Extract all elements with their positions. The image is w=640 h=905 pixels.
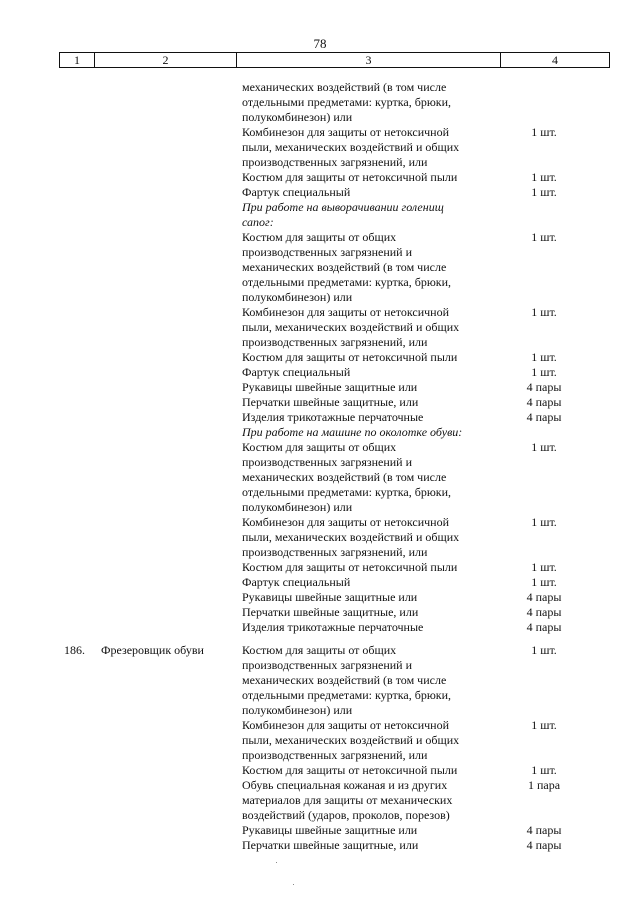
section-heading <box>242 425 504 440</box>
item-line: воздействий (ударов, проколов, порезов) <box>242 808 450 822</box>
column-header-4: 4 <box>501 53 610 68</box>
item-description <box>242 718 504 763</box>
scan-specks <box>0 860 640 900</box>
item-line: Комбинезон для защиты от нетоксичной <box>242 125 450 139</box>
item-quantity: 1 шт. <box>531 763 557 777</box>
item-description <box>242 185 504 200</box>
item-quantity: 4 пары <box>526 838 562 852</box>
item-line: Перчатки швейные защитные, или <box>242 395 419 409</box>
item-line: отдельными предметами: куртка, брюки, <box>242 275 452 289</box>
item-quantity: 1 шт. <box>531 643 557 657</box>
item-quantity: 4 пары <box>526 823 562 837</box>
item-quantity: 1 шт. <box>531 125 557 139</box>
item-line: производственных загрязнений и <box>242 245 413 259</box>
item-line: Комбинезон для защиты от нетоксичной <box>242 515 450 529</box>
item-description <box>242 80 504 125</box>
item-description <box>242 620 504 635</box>
item-quantity: 1 шт. <box>531 440 557 454</box>
item-line: Обувь специальная кожаная и из других <box>242 778 448 792</box>
item-description <box>242 823 504 838</box>
item-description <box>242 643 504 718</box>
item-quantity: 4 пары <box>526 620 562 634</box>
item-description <box>242 838 504 853</box>
item-line: механических воздействий (в том числе <box>242 470 447 484</box>
item-line: пыли, механических воздействий и общих <box>242 530 460 544</box>
item-quantity: 1 шт. <box>531 230 557 244</box>
item-description <box>242 410 504 425</box>
item-line: производственных загрязнений и <box>242 455 413 469</box>
speck <box>276 862 277 863</box>
item-quantity: 4 пары <box>526 590 562 604</box>
item-line: Фартук специальный <box>242 185 351 199</box>
item-description <box>242 778 504 823</box>
item-description <box>242 763 504 778</box>
item-line: механических воздействий (в том числе <box>242 260 447 274</box>
item-line: полукомбинезон) или <box>242 703 353 717</box>
item-quantity: 1 шт. <box>531 170 557 184</box>
item-quantity: 1 шт. <box>531 365 557 379</box>
item-quantity: 1 шт. <box>531 718 557 732</box>
item-quantity: 4 пары <box>526 380 562 394</box>
item-description <box>242 170 504 185</box>
item-line: сапог: <box>242 215 274 229</box>
item-line: Перчатки швейные защитные, или <box>242 838 419 852</box>
item-line: производственных загрязнений, или <box>242 335 428 349</box>
item-line: Костюм для защиты от нетоксичной пыли <box>242 170 458 184</box>
item-quantity: 4 пары <box>526 395 562 409</box>
item-line: Костюм для защиты от нетоксичной пыли <box>242 350 458 364</box>
item-line: При работе на выворачивании голенищ <box>242 200 444 214</box>
item-line: пыли, механических воздействий и общих <box>242 733 460 747</box>
item-description <box>242 365 504 380</box>
item-line: Изделия трикотажные перчаточные <box>242 620 424 634</box>
item-quantity: 1 шт. <box>531 575 557 589</box>
item-line: полукомбинезон) или <box>242 290 353 304</box>
item-line: механических воздействий (в том числе <box>242 80 447 94</box>
item-line: материалов для защиты от механических <box>242 793 453 807</box>
item-line: производственных загрязнений, или <box>242 545 428 559</box>
item-line: отдельными предметами: куртка, брюки, <box>242 485 452 499</box>
item-line: Костюм для защиты от нетоксичной пыли <box>242 560 458 574</box>
item-description <box>242 515 504 560</box>
item-description <box>242 350 504 365</box>
item-line: Костюм для защиты от общих <box>242 440 397 454</box>
item-quantity: 1 шт. <box>531 560 557 574</box>
item-line: Костюм для защиты от нетоксичной пыли <box>242 763 458 777</box>
entry-number: 186. <box>64 643 85 657</box>
item-description <box>242 605 504 620</box>
item-line: Рукавицы швейные защитные или <box>242 590 418 604</box>
column-header-row <box>60 53 610 68</box>
item-quantity: 1 шт. <box>531 350 557 364</box>
item-line: механических воздействий (в том числе <box>242 673 447 687</box>
item-line: Фартук специальный <box>242 365 351 379</box>
item-quantity: 1 пара <box>527 778 561 792</box>
item-line: Костюм для защиты от общих <box>242 643 397 657</box>
item-line: Изделия трикотажные перчаточные <box>242 410 424 424</box>
item-description <box>242 560 504 575</box>
item-line: Костюм для защиты от общих <box>242 230 397 244</box>
item-description <box>242 590 504 605</box>
item-quantity: 4 пары <box>526 605 562 619</box>
page-number: 78 <box>313 36 327 51</box>
item-line: Фартук специальный <box>242 575 351 589</box>
item-line: производственных загрязнений, или <box>242 748 428 762</box>
item-description <box>242 305 504 350</box>
column-header-table <box>59 52 610 68</box>
item-line: пыли, механических воздействий и общих <box>242 140 460 154</box>
item-line: производственных загрязнений, или <box>242 155 428 169</box>
item-line: производственных загрязнений и <box>242 658 413 672</box>
speck <box>293 884 294 885</box>
item-description <box>242 230 504 305</box>
item-description <box>242 440 504 515</box>
column-header-1: 1 <box>60 53 95 68</box>
item-quantity: 1 шт. <box>531 515 557 529</box>
item-quantity: 1 шт. <box>531 185 557 199</box>
column-header-3: 3 <box>237 53 501 68</box>
item-description <box>242 380 504 395</box>
item-line: Рукавицы швейные защитные или <box>242 380 418 394</box>
item-line: полукомбинезон) или <box>242 110 353 124</box>
item-line: отдельными предметами: куртка, брюки, <box>242 95 452 109</box>
column-header-2: 2 <box>95 53 237 68</box>
item-line: пыли, механических воздействий и общих <box>242 320 460 334</box>
item-line: Рукавицы швейные защитные или <box>242 823 418 837</box>
item-line: полукомбинезон) или <box>242 500 353 514</box>
item-description <box>242 395 504 410</box>
item-description <box>242 575 504 590</box>
item-line: Перчатки швейные защитные, или <box>242 605 419 619</box>
item-description <box>242 125 504 170</box>
item-quantity: 1 шт. <box>531 305 557 319</box>
entry-profession: Фрезеровщик обуви <box>101 643 204 657</box>
section-heading <box>242 200 504 230</box>
item-line: При работе на машине по околотке обуви: <box>242 425 463 439</box>
item-line: Комбинезон для защиты от нетоксичной <box>242 718 450 732</box>
item-quantity: 4 пары <box>526 410 562 424</box>
item-line: отдельными предметами: куртка, брюки, <box>242 688 452 702</box>
item-line: Комбинезон для защиты от нетоксичной <box>242 305 450 319</box>
